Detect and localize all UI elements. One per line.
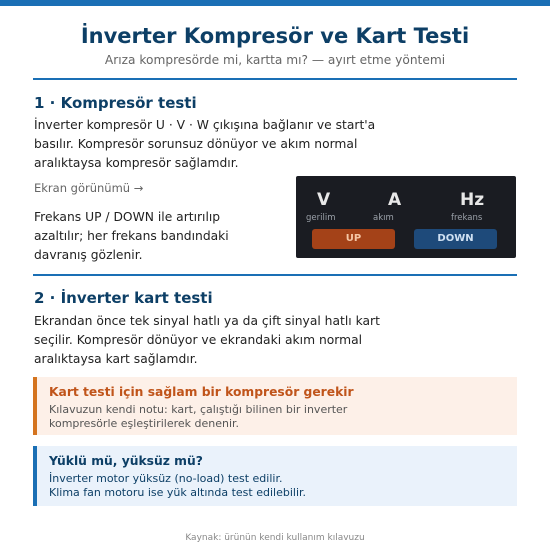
text-line: İnverter kompresör U · V · W çıkışına bağlanır ve start'a bbox=[34, 118, 376, 132]
compressor-test-text bbox=[34, 116, 375, 173]
section-heading-compressor: 1 · Kompresör testi bbox=[34, 94, 197, 112]
voltage-readout: V bbox=[317, 190, 331, 210]
current-label: akım bbox=[373, 213, 394, 223]
current-readout: A bbox=[388, 190, 402, 210]
down-button[interactable]: DOWN bbox=[414, 229, 497, 249]
divider bbox=[33, 78, 517, 80]
text-line: davranış gözlenir. bbox=[34, 248, 143, 262]
text-line: seçilir. Kompresör dönüyor ve ekrandaki akım normal bbox=[34, 333, 363, 347]
text-line: azaltılır; her frekans bandındaki bbox=[34, 229, 229, 243]
frequency-label: frekans bbox=[451, 213, 483, 223]
text-line: aralıktaysa kompresör sağlamdır. bbox=[34, 156, 239, 170]
section-heading-inverter-card: 2 · İnverter kart testi bbox=[34, 289, 213, 307]
callout-title: Kart testi için sağlam bir kompresör gerekir bbox=[49, 385, 354, 399]
callout-title: Yüklü mü, yüksüz mü? bbox=[49, 454, 203, 468]
tester-screen-panel bbox=[296, 176, 516, 258]
page-subtitle: Arıza kompresörde mi, kartta mı? — ayırt etme yöntemi bbox=[104, 53, 446, 67]
text-line: Frekans UP / DOWN ile artırılıp bbox=[34, 210, 221, 224]
page-title: İnverter Kompresör ve Kart Testi bbox=[80, 24, 470, 48]
warning-callout bbox=[33, 377, 517, 435]
divider bbox=[33, 274, 517, 276]
screen-view-label: Ekran görünümü → bbox=[34, 181, 144, 195]
text-line: basılır. Kompresör sorunsuz dönüyor ve akım normal bbox=[34, 137, 358, 151]
text-line: aralıktaysa kart sağlamdır. bbox=[34, 352, 198, 366]
text-line: Kılavuzun kendi notu: kart, çalıştığı bilinen bir inverter bbox=[49, 403, 348, 416]
text-line: Klima fan motoru ise yük altında test edilebilir. bbox=[49, 486, 307, 499]
callout-body bbox=[49, 403, 505, 431]
voltage-label: gerilim bbox=[306, 213, 336, 223]
text-line: kompresörle eşleştirilerek denenir. bbox=[49, 417, 240, 430]
frequency-text bbox=[34, 208, 229, 265]
callout-body bbox=[49, 472, 505, 500]
up-button[interactable]: UP bbox=[312, 229, 395, 249]
text-line: Ekrandan önce tek sinyal hatlı ya da çift sinyal hatlı kart bbox=[34, 314, 380, 328]
info-callout bbox=[33, 446, 517, 506]
inverter-card-test-text bbox=[34, 312, 380, 369]
frequency-readout: Hz bbox=[460, 190, 485, 210]
source-note: Kaynak: ürünün kendi kullanım kılavuzu bbox=[185, 533, 365, 543]
text-line: İnverter motor yüksüz (no-load) test edilir. bbox=[49, 472, 283, 485]
top-accent-bar bbox=[0, 0, 550, 6]
